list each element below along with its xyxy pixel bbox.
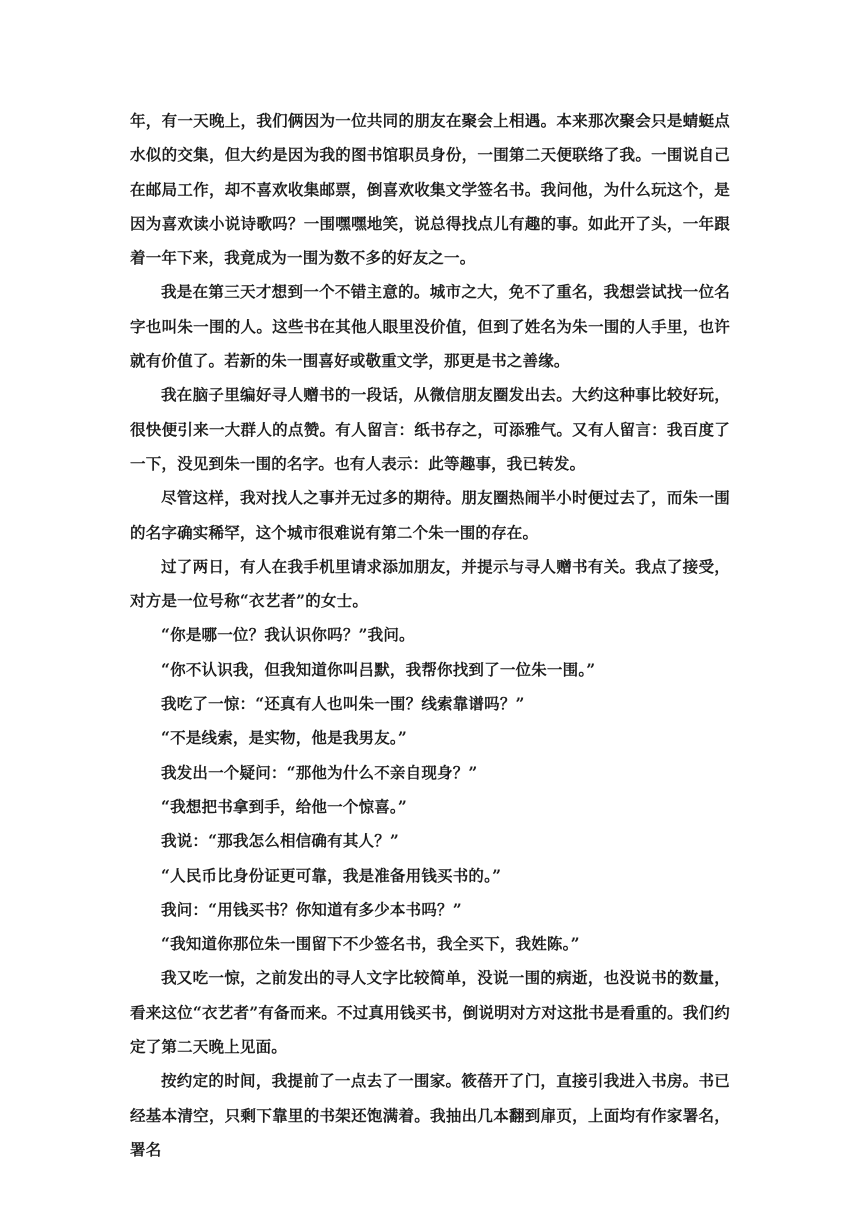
dialogue-line: 我问：“用钱买书？你知道有多少本书吗？” (161, 899, 462, 919)
dialogue-line: 我说：“那我怎么相信确有其人？” (161, 831, 400, 851)
paragraph-continued: 年，有一天晚上，我们俩因为一位共同的朋友在聚会上相遇。本来那次聚会只是蜻蜓点水似的交集，但大约是因为我的图书馆职员身份，一围第二天便联络了我。一围说自己在邮局工作，却不喜欢收集邮票，倒喜欢收集文学签名书。我问他，为什么玩这个，是因为喜欢读小说诗歌吗？一围嘿嘿地笑，说总得找点儿有趣的事。如此开了头，一年跟着一年下来，我竟成为一围为数不多的好友之一。 (130, 111, 730, 268)
dialogue-line: “我想把书拿到手，给他一个惊喜。” (161, 796, 407, 816)
dialogue-line: “人民币比身份证更可靠，我是准备用钱买书的。” (161, 865, 502, 885)
paragraph: 按约定的时间，我提前了一点去了一围家。筱蓓开了门，直接引我进入书房。书已经基本清空，只剩下靠里的书架还饱满着。我抽出几本翻到扉页，上面均有作家署名，署名 (130, 1071, 730, 1159)
story-text (130, 104, 730, 1167)
dialogue-line: “你是哪一位？我认识你吗？”我问。 (161, 625, 415, 645)
paragraph: 尽管这样，我对找人之事并无过多的期待。朋友圈热闹半小时便过去了，而朱一围的名字确实稀罕，这个城市很难说有第二个朱一围的存在。 (130, 488, 730, 542)
dialogue-line: “你不认识我，但我知道你叫吕默，我帮你找到了一位朱一围。” (161, 659, 596, 679)
dialogue-line: 我吃了一惊：“还真有人也叫朱一围？线索靠谱吗？” (161, 694, 525, 714)
paragraph: 我在脑子里编好寻人赠书的一段话，从微信朋友圈发出去。大约这种事比较好玩，很快便引来一大群人的点赞。有人留言：纸书存之，可添雅气。又有人留言：我百度了一下，没见到朱一围的名字。也有人表示：此等趣事，我已转发。 (130, 385, 730, 473)
paragraph: 我又吃一惊，之前发出的寻人文字比较简单，没说一围的病逝，也没说书的数量，看来这位“衣艺者”有备而来。不过真用钱买书，倒说明对方对这批书是看重的。我们约定了第二天晚上见面。 (130, 968, 730, 1057)
paragraph: 过了两日，有人在我手机里请求添加朋友，并提示与寻人赠书有关。我点了接受，对方是一位号称“衣艺者”的女士。 (130, 556, 730, 611)
dialogue-line: “不是线索，是实物，他是我男友。” (161, 728, 407, 748)
paragraph: 我是在第三天才想到一个不错主意的。城市之大，免不了重名，我想尝试找一位名字也叫朱一围的人。这些书在其他人眼里没价值，但到了姓名为朱一围的人手里，也许就有价值了。若新的朱一围喜好或敬重文学，那更是书之善缘。 (130, 282, 730, 371)
dialogue-line: “我知道你那位朱一围留下不少签名书，我全买下，我姓陈。” (161, 934, 580, 954)
dialogue-line: 我发出一个疑问：“那他为什么不亲自现身？” (161, 762, 478, 782)
